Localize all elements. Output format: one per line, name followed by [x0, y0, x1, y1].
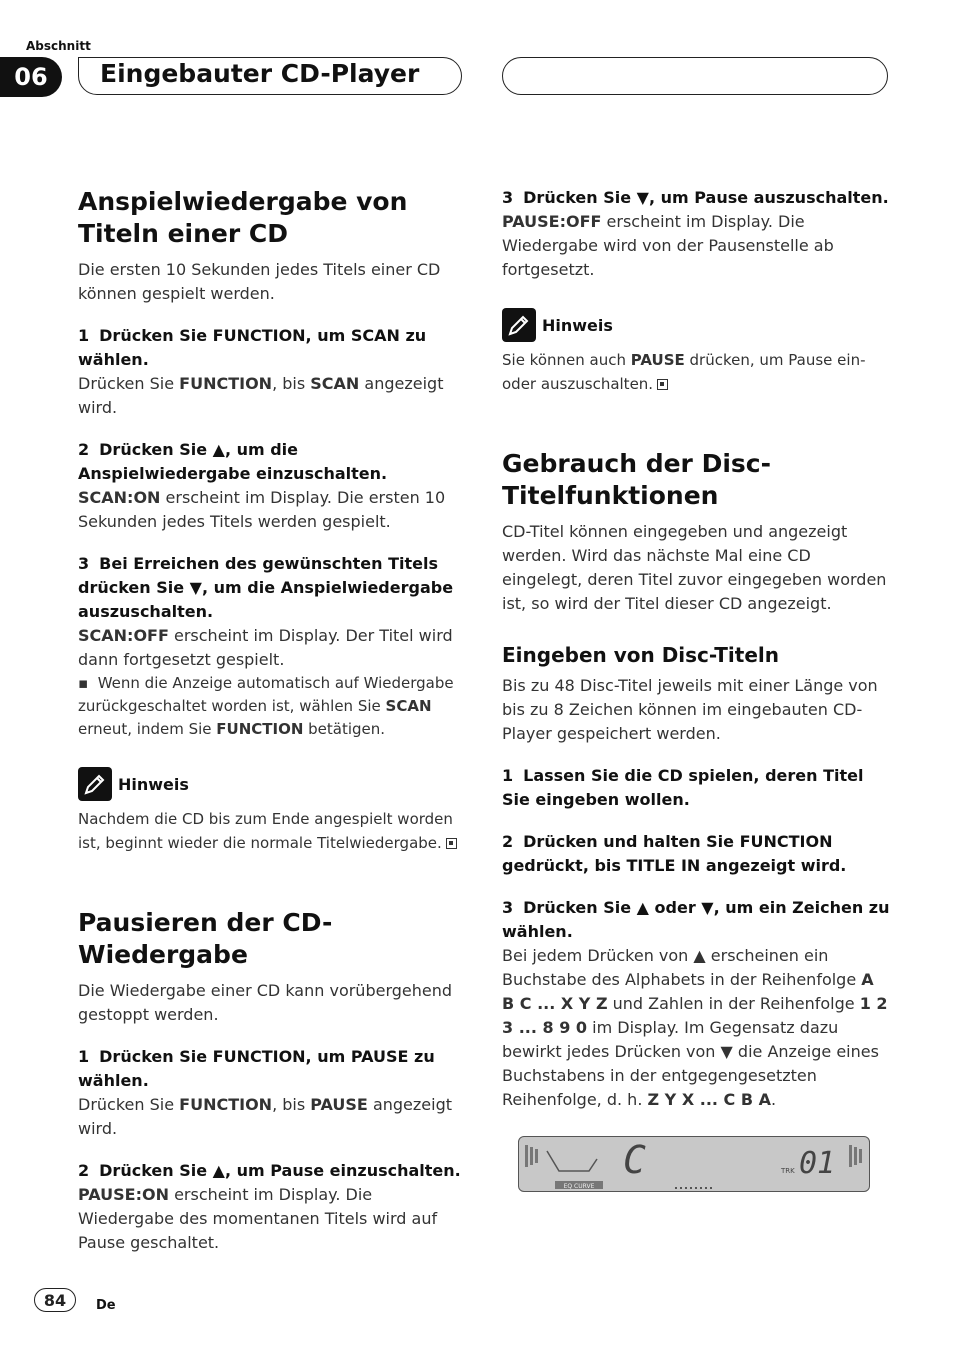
- scan-heading: Anspielwiedergabe von Titeln einer CD: [78, 187, 408, 248]
- bullet-icon: ▪: [78, 674, 98, 692]
- pencil-note-icon: [502, 308, 536, 342]
- pause-step-3-text: PAUSE:OFF erscheint im Display. Die Wiedergabe wird von der Pausenstelle ab fortgesetzt.: [502, 212, 834, 279]
- pause-note-header: [502, 308, 890, 342]
- scan-note-header: [78, 767, 466, 801]
- pause-note-label: Hinweis: [542, 315, 613, 335]
- left-column: [78, 186, 466, 1255]
- end-mark-icon: [446, 838, 457, 849]
- language-code: De: [96, 1298, 116, 1313]
- page-number: 84: [34, 1288, 76, 1312]
- chapter-title: Eingebauter CD-Player: [100, 59, 420, 88]
- chapter-number: 06: [0, 57, 62, 97]
- pause-step-1: 1 Drücken Sie FUNCTION, um PAUSE zu wählen.: [78, 1047, 435, 1090]
- pause-step-1-text: Drücken Sie FUNCTION, bis PAUSE angezeigt wird.: [78, 1095, 453, 1138]
- scan-step-1-text: Drücken Sie FUNCTION, bis SCAN angezeigt wird.: [78, 374, 444, 417]
- pause-step-3: 3 Drücken Sie ▼, um Pause auszuschalten.: [502, 188, 889, 207]
- right-column: [502, 186, 890, 1112]
- disc-intro: CD-Titel können eingegeben und angezeigt werden. Wird das nächste Mal eine CD eingelegt, deren Titel zuvor eingegeben worden ist, so wird der Titel dieser CD angezeigt.: [502, 522, 887, 613]
- section-label: Abschnitt: [26, 39, 91, 53]
- lcd-display-illustration: [518, 1136, 870, 1192]
- disc-step-2: 2 Drücken und halten Sie FUNCTION gedrückt, bis TITLE IN angezeigt wird.: [502, 832, 847, 875]
- disc-subheading: Eingeben von Disc-Titeln: [502, 643, 779, 667]
- pause-heading: Pausieren der CD-Wiedergabe: [78, 908, 333, 969]
- scan-step-2-text: SCAN:ON erscheint im Display. Die ersten 10 Sekunden jedes Titels werden gespielt.: [78, 488, 446, 531]
- lcd-display-graphic: [519, 1137, 869, 1191]
- disc-step-1: 1 Lassen Sie die CD spielen, deren Titel Sie eingeben wollen.: [502, 766, 864, 809]
- scan-note-label: Hinweis: [118, 774, 189, 794]
- trk-label: TRK: [781, 1167, 795, 1175]
- scan-step-2: 2 Drücken Sie ▲, um die Anspielwiedergabe einzuschalten.: [78, 440, 388, 483]
- scan-intro: Die ersten 10 Sekunden jedes Titels einer CD können gespielt werden.: [78, 260, 441, 303]
- end-mark-icon: [657, 379, 668, 390]
- pause-step-2: 2 Drücken Sie ▲, um Pause einzuschalten.: [78, 1161, 461, 1180]
- scan-note-text: Nachdem die CD bis zum Ende angespielt worden ist, beginnt wieder die normale Titelwiedergabe.: [78, 807, 466, 855]
- disc-step-3: 3 Drücken Sie ▲ oder ▼, um ein Zeichen zu wählen.: [502, 898, 890, 941]
- lcd-track-number: 01: [799, 1146, 836, 1181]
- pause-note-text: Sie können auch PAUSE drücken, um Pause ein- oder auszuschalten.: [502, 351, 866, 393]
- scan-step-1: 1 Drücken Sie FUNCTION, um SCAN zu wählen.: [78, 326, 427, 369]
- scan-step-3-text: SCAN:OFF erscheint im Display. Der Titel wird dann fortgesetzt gespielt.: [78, 626, 453, 669]
- pencil-note-icon: [78, 767, 112, 801]
- pause-step-2-text: PAUSE:ON erscheint im Display. Die Wiedergabe des momentanen Titels wird auf Pause geschaltet.: [78, 1185, 438, 1252]
- scan-step-3: 3 Bei Erreichen des gewünschten Titels drücken Sie ▼, um die Anspielwiedergabe auszuschalten.: [78, 554, 454, 621]
- lcd-char: C: [623, 1138, 646, 1182]
- disc-sub-intro: Bis zu 48 Disc-Titel jeweils mit einer Länge von bis zu 8 Zeichen können im eingebauten CD-Player gespeichert werden.: [502, 676, 878, 743]
- pause-intro: Die Wiedergabe einer CD kann vorübergehend gestoppt werden.: [78, 981, 453, 1024]
- disc-step-3-text: Bei jedem Drücken von ▲ erscheinen ein Buchstabe des Alphabets in der Reihenfolge A B C ... X Y Z und Zahlen in der Reihenfolge 1 2 3 ... 8 9 0 im Display. Im Gegensatz dazu bewirkt jedes Drücken von ▼ die Anzeige eines Buchstabens in der entgegengesetzten Reihenfolge, d. h. Z Y X ... C B A.: [502, 946, 888, 1109]
- chapter-empty-box: [502, 57, 888, 95]
- disc-heading: Gebrauch der Disc-Titelfunktionen: [502, 449, 771, 510]
- eq-curve-label: EQ CURVE: [563, 1183, 595, 1190]
- scan-bullet: ▪ Wenn die Anzeige automatisch auf Wiedergabe zurückgeschaltet worden ist, wählen Sie SCAN erneut, indem Sie FUNCTION betätigen.: [78, 674, 454, 738]
